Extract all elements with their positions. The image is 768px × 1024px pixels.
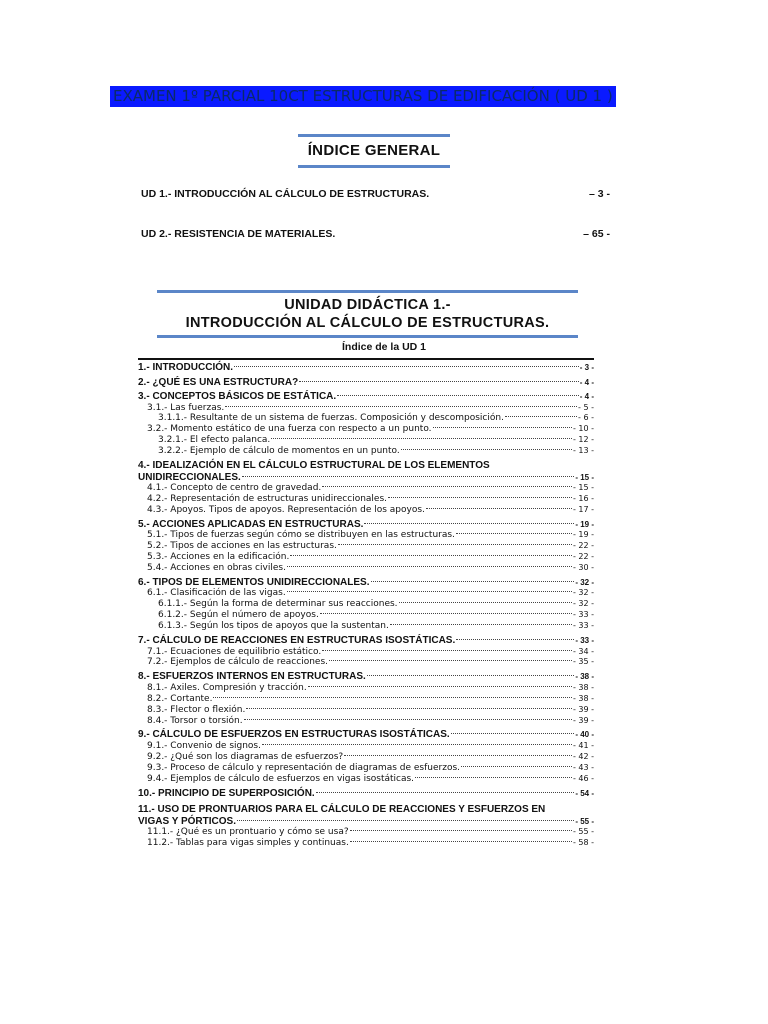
unit-bottom-rule — [157, 335, 578, 338]
toc-dot-leader — [308, 686, 572, 687]
toc-entry-page: - 32 - — [575, 577, 594, 587]
toc-entry-page: - 32 - — [572, 588, 594, 598]
toc-entry[interactable] — [138, 530, 594, 541]
toc-entry-label: 8.4.- Torsor o torsión. — [147, 715, 243, 726]
toc-entry[interactable] — [138, 519, 594, 531]
toc-entry-page: - 6 - — [578, 413, 594, 423]
toc-entry[interactable] — [138, 816, 594, 828]
toc-entry[interactable] — [138, 610, 594, 621]
toc-dot-leader — [242, 476, 575, 477]
toc-top-rule — [138, 358, 594, 360]
toc-entry-label: 8.- ESFUERZOS INTERNOS EN ESTRUCTURAS. — [138, 671, 366, 683]
toc-dot-leader — [329, 660, 572, 661]
toc-entry-page: - 3 - — [579, 363, 594, 372]
toc-dot-leader — [433, 427, 572, 428]
toc-entry[interactable] — [138, 827, 594, 838]
toc-entry[interactable] — [138, 424, 594, 435]
ud1-index-title: Índice de la UD 1 — [341, 341, 427, 353]
toc-entry[interactable] — [138, 647, 594, 658]
toc-dot-leader — [399, 602, 572, 603]
toc-entry[interactable] — [138, 446, 594, 457]
general-index-entry-page: – 65 - — [583, 228, 610, 240]
toc-entry-wrapped-line: 4.- IDEALIZACIÓN EN EL CÁLCULO ESTRUCTURAL DE LOS ELEMENTOS — [138, 460, 490, 472]
toc-entry-label: 2.- ¿QUÉ ES UNA ESTRUCTURA? — [138, 376, 299, 388]
toc-entry-label: 9.1.- Convenio de signos. — [147, 740, 261, 751]
toc-entry-wrapped-line: 11.- USO DE PRONTUARIOS PARA EL CÁLCULO DE REACCIONES Y ESFUERZOS EN — [138, 804, 546, 816]
toc-dot-leader — [456, 639, 574, 640]
toc-entry[interactable] — [138, 413, 594, 424]
toc-entry-page: - 34 - — [572, 646, 594, 656]
toc-entry[interactable] — [138, 635, 594, 647]
toc-entry-label: 5.2.- Tipos de acciones en las estructuras. — [147, 541, 337, 552]
toc-entry-page: - 12 - — [572, 435, 594, 445]
toc-entry[interactable] — [138, 683, 594, 694]
toc-dot-leader — [371, 581, 575, 582]
toc-entry-page: - 41 - — [572, 740, 594, 750]
toc-entry-label: 11.2.- Tablas para vigas simples y continuas. — [147, 837, 349, 848]
toc-entry-label: 6.1.2.- Según el número de apoyos. — [158, 610, 319, 621]
toc-dot-leader — [287, 566, 572, 567]
toc-entry[interactable] — [138, 657, 594, 668]
toc-entry-page: - 22 - — [572, 541, 594, 551]
general-index-entry-ud1[interactable] — [141, 188, 610, 200]
toc-entry-label: 3.2.- Momento estático de una fuerza con respecto a un punto. — [147, 424, 432, 435]
toc-dot-leader — [316, 792, 575, 793]
toc-entry[interactable] — [138, 505, 594, 516]
general-index-title: ÍNDICE GENERAL — [307, 142, 441, 159]
toc-entry-page: - 4 - — [579, 377, 594, 387]
toc-dot-leader — [456, 533, 572, 534]
toc-entry-page: - 39 - — [572, 715, 594, 725]
toc-entry[interactable] — [138, 552, 594, 563]
toc-entry-label: 3.2.2.- Ejemplo de cálculo de momentos en un punto. — [158, 446, 400, 457]
toc-entry-page: - 4 - — [579, 392, 594, 401]
toc-entry-label: 3.1.1.- Resultante de un sistema de fuerzas. Composición y descomposición. — [158, 413, 504, 424]
toc-entry-label: 8.1.- Axiles. Compresión y tracción. — [147, 682, 307, 693]
toc-entry-page: - 15 - — [575, 472, 594, 482]
toc-dot-leader — [388, 497, 572, 498]
toc-entry-page: - 40 - — [575, 730, 594, 740]
toc-entry-label: 4.2.- Representación de estructuras unidireccionales. — [147, 493, 388, 504]
toc-entry-label: 5.4.- Acciones en obras civiles. — [147, 562, 286, 573]
general-index-entry-page: – 3 - — [588, 188, 610, 200]
toc-entry-page: - 35 - — [572, 657, 594, 667]
toc-entry-label: 7.- CÁLCULO DE REACCIONES EN ESTRUCTURAS ISOSTÁTICAS. — [138, 635, 456, 646]
toc-entry-label: 1.- INTRODUCCIÓN. — [138, 362, 233, 373]
toc-dot-leader — [320, 613, 572, 614]
toc-entry[interactable] — [138, 729, 594, 741]
toc-dot-leader — [461, 766, 572, 767]
toc-dot-leader — [364, 523, 574, 524]
toc-entry[interactable] — [138, 671, 594, 683]
toc-entry-page: - 42 - — [572, 751, 594, 761]
toc-dot-leader — [337, 395, 579, 396]
toc-entry-label: 9.2.- ¿Qué son los diagramas de esfuerzos? — [147, 751, 344, 762]
toc-dot-leader — [246, 708, 572, 709]
toc-entry-page: - 55 - — [572, 827, 594, 837]
toc-entry[interactable] — [138, 716, 594, 727]
toc-dot-leader — [234, 366, 579, 367]
toc-entry-label: 11.1.- ¿Qué es un prontuario y cómo se usa? — [147, 827, 349, 838]
toc-entry-page: - 30 - — [572, 562, 594, 572]
toc-entry-page: - 39 - — [572, 704, 594, 714]
toc-entry-label: 5.3.- Acciones en la edificación. — [147, 552, 290, 563]
toc-entry[interactable] — [138, 403, 594, 414]
toc-dot-leader — [271, 438, 572, 439]
toc-entry-label: VIGAS Y PÓRTICOS. — [138, 815, 236, 827]
toc-entry-label: 6.1.1.- Según la forma de determinar sus reacciones. — [158, 599, 398, 610]
toc-entry[interactable] — [138, 588, 594, 599]
toc-entry-page: - 32 - — [572, 599, 594, 609]
toc-entry[interactable] — [138, 838, 594, 849]
ud1-table-of-contents — [138, 362, 594, 849]
unit-title — [157, 293, 578, 335]
toc-entry-label: 3.2.1.- El efecto palanca. — [158, 435, 271, 446]
toc-dot-leader — [287, 591, 572, 592]
toc-entry-label: 3.- CONCEPTOS BÁSICOS DE ESTÁTICA. — [138, 391, 337, 402]
toc-dot-leader — [244, 719, 572, 720]
toc-entry-page: - 38 - — [572, 693, 594, 703]
toc-entry-page: - 13 - — [572, 446, 594, 456]
toc-entry-page: - 58 - — [572, 837, 594, 847]
toc-dot-leader — [225, 406, 577, 407]
toc-entry[interactable] — [138, 741, 594, 752]
toc-entry[interactable] — [138, 494, 594, 505]
toc-entry-label: 5.1.- Tipos de fuerzas según cómo se distribuyen en las estructuras. — [147, 530, 455, 541]
toc-entry-page: - 10 - — [572, 424, 594, 434]
toc-entry-label: 4.3.- Apoyos. Tipos de apoyos. Representación de los apoyos. — [147, 504, 425, 515]
toc-dot-leader — [290, 555, 572, 556]
general-index-bottom-rule — [298, 165, 450, 168]
general-index-header — [298, 134, 450, 168]
toc-entry-page: - 22 - — [572, 552, 594, 562]
toc-dot-leader — [344, 755, 572, 756]
toc-entry-label: 6.1.3.- Según los tipos de apoyos que la sustentan. — [158, 621, 389, 632]
toc-entry-label: 3.1.- Las fuerzas. — [147, 402, 225, 413]
toc-dot-leader — [350, 830, 572, 831]
toc-dot-leader — [237, 820, 574, 821]
toc-entry-page: - 33 - — [575, 636, 594, 645]
general-index-entry-label: UD 2.- RESISTENCIA DE MATERIALES. — [141, 228, 336, 240]
toc-entry-label: UNIDIRECCIONALES. — [138, 471, 241, 483]
toc-entry-page: - 17 - — [572, 504, 594, 514]
toc-entry-label: 6.1.- Clasificación de las vigas. — [147, 588, 286, 599]
toc-dot-leader — [401, 449, 572, 450]
toc-entry[interactable] — [138, 362, 594, 374]
toc-entry-page: - 46 - — [572, 773, 594, 783]
general-index-entry-ud2[interactable] — [141, 228, 610, 240]
toc-dot-leader — [505, 416, 577, 417]
toc-entry[interactable] — [138, 577, 594, 589]
toc-entry[interactable] — [138, 541, 594, 552]
toc-entry-label: 9.- CÁLCULO DE ESFUERZOS EN ESTRUCTURAS ISOSTÁTICAS. — [138, 729, 450, 741]
unit-title-line2: INTRODUCCIÓN AL CÁLCULO DE ESTRUCTURAS. — [185, 315, 550, 331]
toc-entry-label: 6.- TIPOS DE ELEMENTOS UNIDIRECCIONALES. — [138, 576, 370, 588]
toc-dot-leader — [367, 675, 575, 676]
toc-entry-page: - 15 - — [572, 483, 594, 493]
toc-dot-leader — [415, 777, 572, 778]
toc-entry[interactable] — [138, 391, 594, 403]
exam-title: EXAMEN 1º PARCIAL 10CT ESTRUCTURAS DE EDIFICACIÓN ( UD 1 ) — [110, 86, 616, 107]
toc-entry-page: - 38 - — [575, 672, 594, 682]
toc-entry[interactable] — [138, 763, 594, 774]
unit-title-line1: UNIDAD DIDÁCTICA 1.- — [284, 297, 451, 313]
toc-dot-leader — [426, 508, 572, 509]
toc-dot-leader — [322, 486, 572, 487]
toc-entry[interactable] — [138, 599, 594, 610]
toc-entry-label: 8.2.- Cortante. — [147, 693, 213, 704]
toc-entry-page: - 33 - — [572, 610, 594, 620]
toc-entry-page: - 16 - — [572, 493, 594, 503]
toc-dot-leader — [338, 544, 572, 545]
toc-entry-label: 10.- PRINCIPIO DE SUPERPOSICIÓN. — [138, 787, 315, 799]
toc-entry[interactable] — [138, 377, 594, 389]
toc-entry[interactable] — [138, 788, 594, 800]
toc-entry-label: 7.1.- Ecuaciones de equilibrio estático. — [147, 646, 322, 657]
toc-entry-label: 8.3.- Flector o flexión. — [147, 704, 246, 715]
toc-entry-page: - 43 - — [572, 762, 594, 772]
toc-entry[interactable] — [138, 705, 594, 716]
general-index-entry-label: UD 1.- INTRODUCCIÓN AL CÁLCULO DE ESTRUCTURAS. — [141, 188, 430, 200]
unit-header — [157, 290, 578, 338]
toc-entry-page: - 38 - — [572, 682, 594, 692]
toc-dot-leader — [262, 744, 572, 745]
toc-entry-label: 4.1.- Concepto de centro de gravedad. — [147, 483, 322, 494]
toc-entry[interactable] — [138, 483, 594, 494]
toc-entry-page: - 5 - — [578, 402, 594, 412]
toc-entry[interactable] — [138, 621, 594, 632]
toc-dot-leader — [451, 733, 575, 734]
toc-entry[interactable] — [138, 563, 594, 574]
toc-dot-leader — [299, 381, 579, 382]
toc-entry-page: - 33 - — [572, 621, 594, 631]
toc-dot-leader — [390, 624, 572, 625]
toc-entry[interactable] — [138, 435, 594, 446]
toc-entry-label: 7.2.- Ejemplos de cálculo de reacciones. — [147, 657, 328, 668]
toc-entry-label: 9.4.- Ejemplos de cálculo de esfuerzos en vigas isostáticas. — [147, 773, 415, 784]
toc-dot-leader — [322, 650, 572, 651]
toc-entry[interactable] — [138, 694, 594, 705]
toc-entry[interactable] — [138, 774, 594, 785]
toc-entry[interactable] — [138, 472, 594, 484]
toc-entry-page: - 19 - — [572, 530, 594, 540]
toc-entry-label: 9.3.- Proceso de cálculo y representación de diagramas de esfuerzos. — [147, 762, 460, 773]
toc-entry-page: - 19 - — [575, 519, 594, 529]
toc-entry-page: - 55 - — [575, 816, 594, 826]
toc-entry-label: 5.- ACCIONES APLICADAS EN ESTRUCTURAS. — [138, 518, 364, 530]
toc-dot-leader — [350, 841, 572, 842]
toc-dot-leader — [213, 697, 572, 698]
toc-entry-page: - 54 - — [575, 788, 594, 798]
toc-entry[interactable] — [138, 752, 594, 763]
